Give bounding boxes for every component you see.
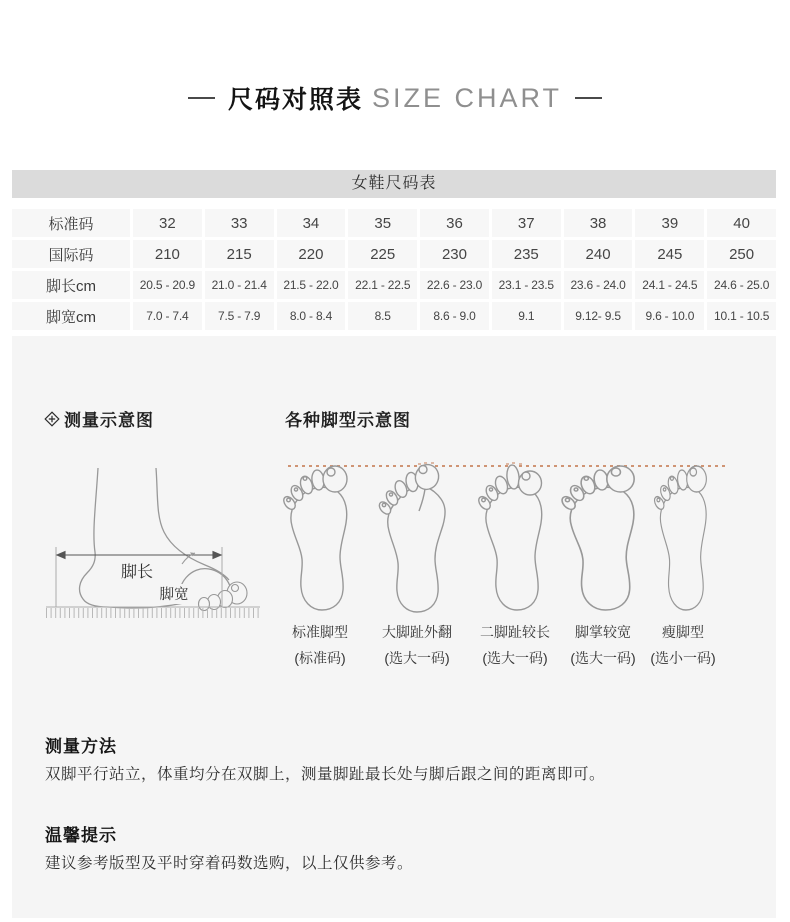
- diamond-plus-icon: [44, 411, 60, 427]
- size-table-row-label: 脚长cm: [12, 271, 130, 299]
- foot-type-name: 标准脚型: [292, 624, 348, 640]
- title-dash-left-icon: [188, 97, 215, 99]
- foot-type-advice: (选小一码): [650, 650, 716, 666]
- size-table-cell: 21.0 - 21.4: [205, 271, 274, 299]
- size-table-cell: 230: [420, 240, 489, 268]
- foot-slim-illustration: [641, 462, 725, 614]
- size-table-cell: 9.6 - 10.0: [635, 302, 704, 330]
- size-table-cell: 20.5 - 20.9: [133, 271, 202, 299]
- size-table-cell: 235: [492, 240, 561, 268]
- foot-measurement-diagram: [38, 462, 268, 634]
- foot-type-long-second-toe: [465, 462, 565, 668]
- size-table-title: 女鞋尺码表: [12, 170, 776, 198]
- foot-type-standard: [270, 462, 370, 668]
- size-table-cell: 7.0 - 7.4: [133, 302, 202, 330]
- foot-width-label: 脚宽: [159, 587, 189, 603]
- size-table-cell: 9.12- 9.5: [564, 302, 633, 330]
- size-table-cell: 34: [277, 209, 346, 237]
- foot-type-bunion: [367, 462, 467, 668]
- foot-length-arrow: [57, 552, 221, 559]
- foot-type-advice: (标准码): [294, 650, 346, 666]
- size-table-cell: 24.1 - 24.5: [635, 271, 704, 299]
- size-table-row-label: 国际码: [12, 240, 130, 268]
- title-dash-right-icon: [575, 97, 602, 99]
- size-table-cell: 23.1 - 23.5: [492, 271, 561, 299]
- foot-types-heading-label: 各种脚型示意图: [285, 411, 411, 430]
- foot-long-second-toe-illustration: [473, 462, 557, 614]
- measure-diagram-heading: [44, 406, 154, 431]
- size-table-cell: 22.1 - 22.5: [348, 271, 417, 299]
- foot-type-name: 大脚趾外翻: [382, 624, 452, 640]
- foot-length-label: 脚长: [120, 564, 154, 581]
- size-table: [12, 170, 776, 330]
- size-table-cell: 40: [707, 209, 776, 237]
- page-title-en: SIZE CHART: [371, 82, 563, 113]
- size-table-cell: 38: [564, 209, 633, 237]
- method-body: 双脚平行站立，体重均分在双脚上，测量脚趾最长处与脚后跟之间的距离即可。: [45, 766, 606, 783]
- info-panel: [12, 336, 776, 918]
- foot-type-name: 瘦脚型: [662, 624, 704, 640]
- size-table-cell: 37: [492, 209, 561, 237]
- size-table-cell: 215: [205, 240, 274, 268]
- foot-type-advice: (选大一码): [384, 650, 450, 666]
- foot-type-name: 脚掌较宽: [575, 624, 631, 640]
- size-table-cell: 220: [277, 240, 346, 268]
- method-heading: 测量方法: [45, 737, 117, 756]
- size-table-cell: 225: [348, 240, 417, 268]
- size-table-cell: 240: [564, 240, 633, 268]
- size-table-cell: 35: [348, 209, 417, 237]
- foot-bunion-illustration: [375, 462, 459, 614]
- size-table-row-label: 脚宽cm: [12, 302, 130, 330]
- size-table-cell: 33: [205, 209, 274, 237]
- size-table-cell: 245: [635, 240, 704, 268]
- foot-types-heading: [285, 406, 411, 431]
- size-table-cell: 250: [707, 240, 776, 268]
- page-title-cn: 尺码对照表: [227, 86, 363, 114]
- size-table-cell: 8.5: [348, 302, 417, 330]
- size-table-cell: 22.6 - 23.0: [420, 271, 489, 299]
- size-table-cell: 24.6 - 25.0: [707, 271, 776, 299]
- foot-type-slim: [633, 462, 733, 668]
- tips-body: 建议参考版型及平时穿着码数选购，以上仅供参考。: [45, 855, 414, 872]
- size-table-cell: 39: [635, 209, 704, 237]
- size-table-cell: 210: [133, 240, 202, 268]
- size-table-cell: 36: [420, 209, 489, 237]
- size-table-cell: 8.6 - 9.0: [420, 302, 489, 330]
- size-table-grid: [12, 209, 776, 330]
- foot-type-name: 二脚趾较长: [480, 624, 550, 640]
- size-table-cell: 8.0 - 8.4: [277, 302, 346, 330]
- size-table-cell: 9.1: [492, 302, 561, 330]
- size-table-cell: 32: [133, 209, 202, 237]
- size-table-cell: 21.5 - 22.0: [277, 271, 346, 299]
- foot-standard-illustration: [278, 462, 362, 614]
- size-table-row-label: 标准码: [12, 209, 130, 237]
- tips-heading: 温馨提示: [45, 826, 117, 845]
- size-table-cell: 23.6 - 24.0: [564, 271, 633, 299]
- size-table-cell: 10.1 - 10.5: [707, 302, 776, 330]
- foot-type-advice: (选大一码): [482, 650, 548, 666]
- measure-diagram-heading-label: 测量示意图: [64, 411, 154, 430]
- foot-type-advice: (选大一码): [570, 650, 636, 666]
- size-table-cell: 7.5 - 7.9: [205, 302, 274, 330]
- page-title: [0, 78, 790, 118]
